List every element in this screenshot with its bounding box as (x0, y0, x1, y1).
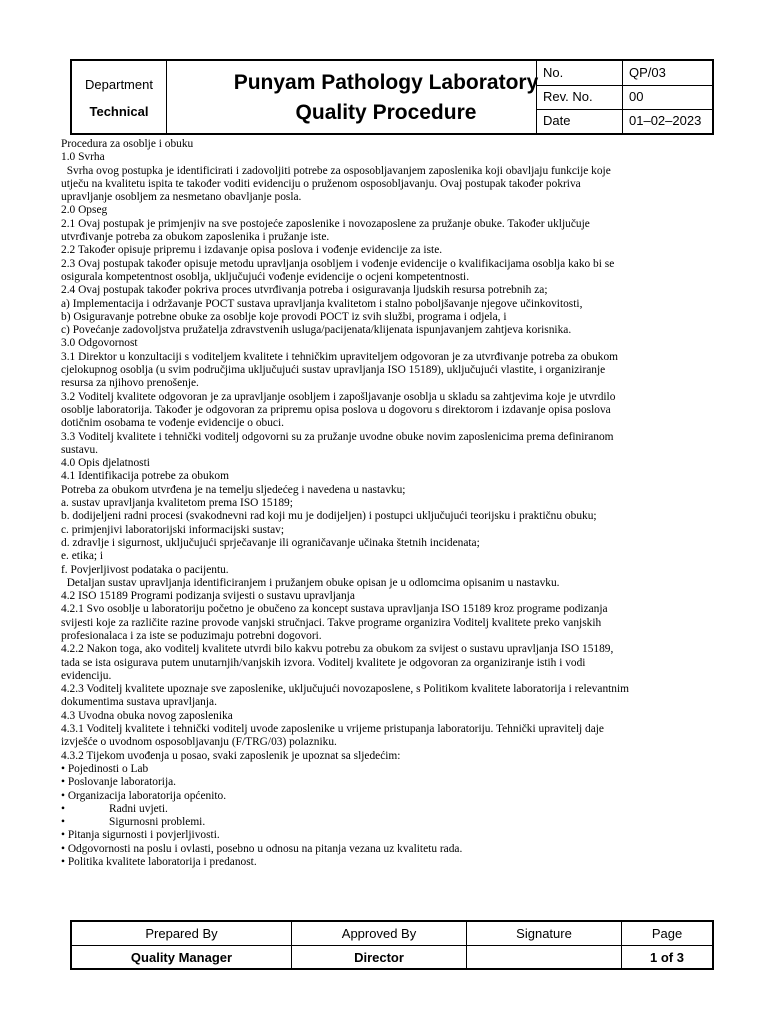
body-line: b) Osiguravanje potrebne obuke za osoblje koje provodi POCT iz svih službi, programa i odjela, i (61, 310, 507, 323)
prepared-by-header: Prepared By (72, 922, 292, 945)
body-line: e. etika; i (61, 550, 104, 563)
approved-by-header: Approved By (292, 922, 467, 945)
department-cell (72, 61, 167, 133)
body-line: osoblje laboratorija. Također je odgovoran za pripremu opisa poslova u dogovoru s direktorom i izdavanje opisa poslova (61, 403, 611, 416)
body-line: Detaljan sustav upravljanja identificiranjem i pružanjem obuke opisan je u odlomcima opisanim u nastavku. (61, 576, 560, 589)
body-line: osigurala kompetentnost osoblja, uključujući vođenje evidencije o ocjeni kompetentnosti. (61, 270, 470, 283)
meta-row-date (537, 109, 713, 133)
body-line: 4.2 ISO 15189 Programi podizanja svijesti o sustavu upravljanja (61, 590, 355, 603)
body-line: svijesti koje za različite razine provode vanjski stručnjaci. Takve programe organizira Voditelj kvalitete preko vanjskih (61, 616, 602, 629)
document-footer (70, 920, 714, 970)
body-line: utječu na kvalitetu ispita te također voditi evidenciju o pruženom osposobljavanju. Ovaj postupak također pokriva (61, 177, 581, 190)
body-line: 2.0 Opseg (61, 204, 108, 217)
body-line: 1.0 Svrha (61, 151, 105, 164)
body-line: 4.2.3 Voditelj kvalitete upoznaje sve zaposlenike, uključujući novozaposlene, s Politikom kvalitete laboratorija i relevantnim (61, 683, 630, 696)
meta-key: No. (537, 61, 623, 85)
page-header: Page (651, 926, 683, 941)
prepared-by-value: Quality Manager (72, 946, 292, 969)
body-line: izvješće o uvodnom osposobljavanju (F/TRG/03) polazniku. (61, 736, 337, 749)
body-line: • Pojedinosti o Lab (61, 762, 149, 775)
body-line: c. primjenjivi laboratorijski informacijski sustav; (61, 523, 285, 536)
body-line: • Poslovanje laboratorija. (61, 776, 177, 789)
body-line: • Pitanja sigurnosti i povjerljivosti. (61, 829, 220, 842)
meta-row-revision (537, 85, 713, 110)
page-number-value: 1 of 3 (650, 950, 684, 965)
body-line: 3.2 Voditelj kvalitete odgovoran je za upravljanje osobljem i zapošljavanje osoblja u skladu sa zahtjevima koje je utvrdilo (61, 390, 616, 403)
body-line: 2.2 Također opisuje pripremu i izdavanje opisa poslova i vođenje evidencije za iste. (61, 244, 443, 257)
body-line: a. sustav upravljanja kvalitetom prema ISO 15189; (61, 497, 293, 510)
body-line: evidenciju. (61, 669, 112, 682)
body-line: 2.3 Ovaj postupak također opisuje metodu upravljanja osobljem i vođenje evidencije o kvalifikacijama osoblja kako bi se (61, 257, 615, 270)
body-line: 3.3 Voditelj kvalitete i tehnički voditelj odgovorni su za pružanje uvodne obuke novim zaposlenicima prema definiranom (61, 430, 614, 443)
body-line: 4.3 Uvodna obuka novog zaposlenika (61, 709, 233, 722)
body-line: 4.1 Identifikacija potrebe za obukom (61, 470, 229, 483)
document-header (70, 59, 714, 135)
body-line: • Organizacija laboratorija općenito. (61, 789, 227, 802)
body-line: upravljanje osobljem za nesmetano obavljanje posla. (61, 191, 302, 204)
meta-value: 01–02–2023 (629, 113, 702, 128)
meta-key: Rev. No. (537, 85, 623, 109)
bullet-text: Sigurnosni problemi. (109, 816, 206, 829)
body-line: • Odgovornosti na poslu i ovlasti, posebno u odnosu na pitanja vezana uz kvalitetu rada. (61, 842, 463, 855)
body-line: Svrha ovog postupka je identificirati i zadovoljiti potrebe za osposobljavanjem zaposlenika koji obavljaju funkcije koje (61, 164, 611, 177)
body-line: 2.1 Ovaj postupak je primjenjiv na sve postojeće zaposlenike i novozaposlene za pružanje obuke. Također uključuje (61, 217, 590, 230)
approved-by-value: Director (292, 946, 467, 969)
bullet-marker: • (61, 816, 65, 829)
body-line: c) Povećanje zadovoljstva pružatelja zdravstvenih usluga/pacijenata/klijenata ispunjavanjem zahtjeva korisnika. (61, 324, 572, 337)
body-line: 3.0 Odgovornost (61, 337, 138, 350)
document-meta-table (536, 61, 713, 133)
body-line: 3.1 Direktor u konzultaciji s voditeljem kvalitete i tehničkim upraviteljem odgovoran je za utvrđivanje potreba za obukom (61, 350, 619, 363)
body-line: a) Implementacija i održavanje POCT sustava upravljanja kvalitetom i stalno poboljšavanje njegove učinkovitosti, (61, 297, 583, 310)
document-body (61, 138, 716, 869)
body-line: utvrđivanje potreba za obukom zaposlenika i pružanje iste. (61, 231, 330, 244)
body-line: b. dodijeljeni radni procesi (svakodnevni rad koji mu je dodijeljen) i postupci uključujući teorijsku i praktičnu obuku; (61, 510, 597, 523)
title-line-1: Punyam Pathology Laboratory (233, 71, 539, 94)
title-line-2: Quality Procedure (295, 101, 477, 124)
bullet-item (61, 803, 716, 816)
bullet-text: Radni uvjeti. (109, 802, 168, 815)
body-line: 4.3.1 Voditelj kvalitete i tehnički voditelj uvode zaposlenike u vrijeme pristupanja laboratoriju. Tehnički upravitelj daje (61, 723, 604, 736)
bullet-item (61, 816, 716, 829)
body-line: dotičnim osobama te vođenje evidencije o obuci. (61, 417, 285, 430)
body-line: 4.2.1 Svo osoblje u laboratoriju početno je obučeno za koncept sustava upravljanja ISO 15189 kroz programe podizanja (61, 603, 608, 616)
body-line: resursa za njihovo prenošenje. (61, 377, 199, 390)
bullet-marker: • (61, 802, 65, 815)
body-line: f. Povjerljivost podataka o pacijentu. (61, 563, 229, 576)
footer-header-row (72, 922, 712, 946)
body-line: sustavu. (61, 443, 99, 456)
body-line: 4.2.2 Nakon toga, ako voditelj kvalitete utvrdi bilo kakvu potrebu za obukom za svijest o sustavu upravljanja ISO 15189, (61, 643, 614, 656)
body-line: cjelokupnog osoblja (u svim područjima uključujući sustav upravljanja ISO 15189), uključujući vlastite, i organiziranje (61, 364, 606, 377)
body-line: profesionalaca i za iste se poduzimaju potrebni dogovori. (61, 629, 322, 642)
body-line: • Politika kvalitete laboratorija i predanost. (61, 856, 257, 869)
body-line: Procedura za osoblje i obuku (61, 138, 194, 150)
signature-header: Signature (467, 922, 622, 945)
department-value: Technical (89, 104, 149, 119)
meta-value: QP/03 (629, 65, 666, 80)
body-line: dokumentima sustava upravljanja. (61, 696, 217, 709)
footer-value-row (72, 946, 712, 969)
department-label: Department (85, 77, 153, 92)
body-line: Potreba za obukom utvrđena je na temelju sljedećeg i navedena u nastavku; (61, 483, 406, 496)
body-line: 4.0 Opis djelatnosti (61, 457, 150, 470)
body-line: 2.4 Ovaj postupak također pokriva proces utvrđivanja potreba i osiguravanja ljudskih resursa potrebnih za; (61, 284, 548, 297)
meta-key: Date (537, 109, 623, 133)
body-line: 4.3.2 Tijekom uvođenja u posao, svaki zaposlenik je upoznat sa sljedećim: (61, 749, 401, 762)
body-line: tada se ista osigurava putem unutarnjih/vanjskih izvora. Voditelj kvalitete je odgovoran za organiziranje istih i vodi (61, 656, 586, 669)
body-line: d. zdravlje i sigurnost, uključujući sprječavanje ili ograničavanje učinaka štetnih incidenata; (61, 536, 480, 549)
signature-value (467, 946, 622, 969)
meta-row-number (537, 61, 713, 86)
meta-value: 00 (629, 89, 644, 104)
